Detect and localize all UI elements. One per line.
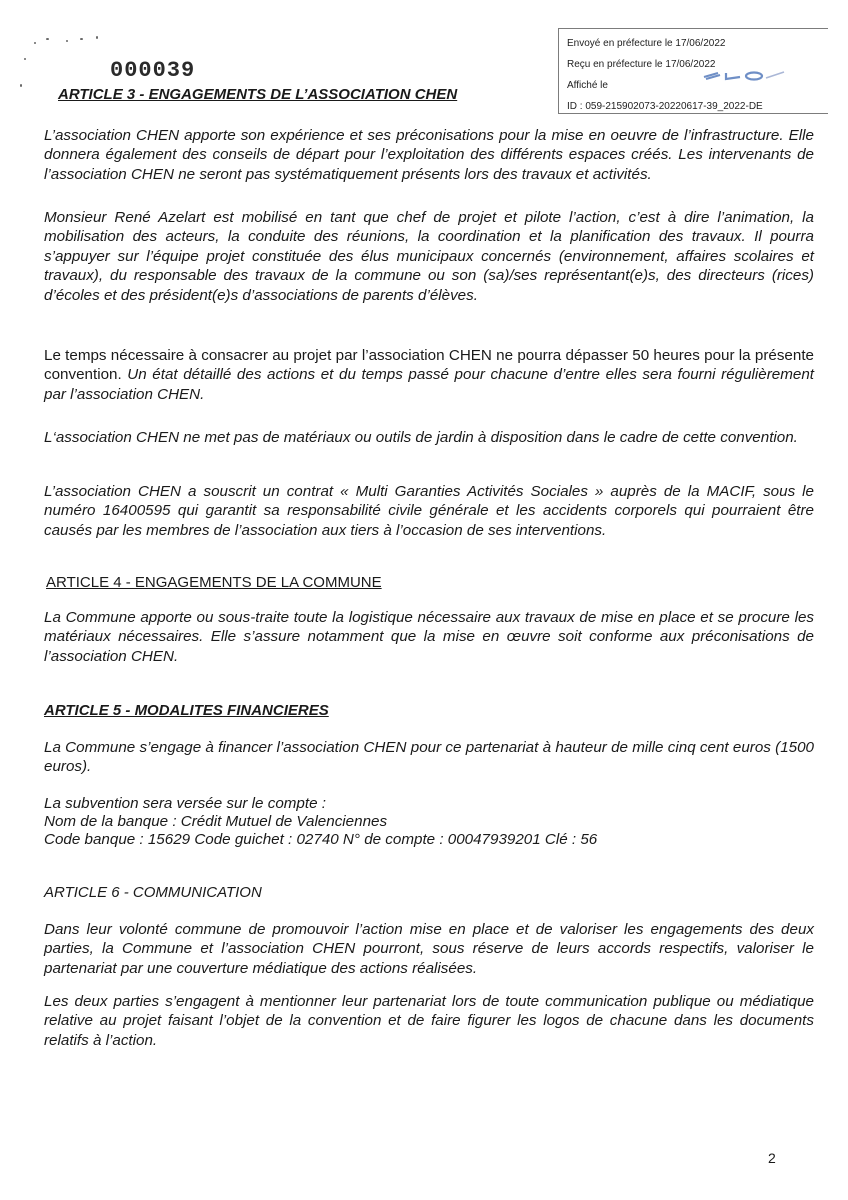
article-5-title: ARTICLE 5 - MODALITES FINANCIERES	[44, 702, 329, 719]
scan-speck	[96, 36, 98, 39]
article-4-paragraph-1: La Commune apporte ou sous-traite toute la logistique nécessaire aux travaux de mise en place et se procure les matériaux nécessaires. Elle s’assure notamment que la mise en œuvre soit conforme aux préconisations de l’association CHEN.	[44, 609, 814, 665]
article-3-paragraph-3	[44, 346, 814, 404]
scan-speck	[46, 38, 49, 40]
article-3-paragraph-5: L’association CHEN a souscrit un contrat « Multi Garanties Activités Sociales » auprès de la MACIF, sous le numéro 16400595 qui garantit sa responsabilité civile générale et les accidents corporels qui pourraient être causés par les membres de l’association aux tiers à l’occasion de ses interventions.	[44, 483, 814, 539]
article-3-paragraph-1: L’association CHEN apporte son expérience et ses préconisations pour la mise en oeuvre de l’infrastructure. Elle donnera également des conseils de départ pour l’exploitation des différents espaces créés. Les intervenants de l’association CHEN ne seront pas systématiquement présents lors des travaux et activités.	[44, 127, 814, 183]
article-6-paragraph-1: Dans leur volonté commune de promouvoir l’action mise en place et de valoriser les engagements des deux parties, la Commune et l’association CHEN pourront, sous réserve de leurs accords respectifs, valoriser le partenariat par une couverture médiatique des actions réalisées.	[44, 921, 814, 977]
article-3-paragraph-3-italic: Un état détaillé des actions et du temps passé pour chacune d’entre elles sera fourni régulièrement par l’association CHEN.	[44, 366, 814, 403]
scan-speck	[24, 58, 26, 60]
article-4-title: ARTICLE 4 - ENGAGEMENTS DE LA COMMUNE	[46, 574, 382, 591]
page-number: 2	[768, 1150, 776, 1166]
article-6-title: ARTICLE 6 - COMMUNICATION	[44, 884, 262, 901]
article-5-paragraph-1: La Commune s’engage à financer l’association CHEN pour ce partenariat à hauteur de mille cinq cent euros (1500 euros).	[44, 739, 814, 776]
article-3-paragraph-4: L‘association CHEN ne met pas de matériaux ou outils de jardin à disposition dans le cadre de cette convention.	[44, 429, 798, 446]
article-5-account-intro: La subvention sera versée sur le compte :	[44, 795, 326, 812]
stamp-sent-date: Envoyé en préfecture le 17/06/2022	[567, 38, 726, 49]
scan-speck	[34, 42, 36, 44]
stamp-received-date: Reçu en préfecture le 17/06/2022	[567, 59, 716, 70]
article-6-paragraph-2: Les deux parties s’engagent à mentionner leur partenariat lors de toute communication publique ou médiatique relative au projet faisant l’objet de la convention et de faire figurer les logos de chacune dans les documents relatifs à l’action.	[44, 993, 814, 1049]
stamp-posted: Affiché le	[567, 80, 608, 91]
stamp-id: ID : 059-215902073-20220617-39_2022-DE	[567, 101, 763, 112]
article-5-bank-name: Nom de la banque : Crédit Mutuel de Valenciennes	[44, 813, 388, 830]
scan-speck	[80, 38, 83, 40]
article-3-paragraph-2: Monsieur René Azelart est mobilisé en tant que chef de projet et pilote l’action, c’est à dire l’animation, la mobilisation des acteurs, la conduite des réunions, la coordination et la planification des travaux. Il pourra s’appuyer sur l’équipe projet constituée des élus municipaux concernés (environnement, affaires scolaires et travaux), du responsable des travaux de la commune ou son (sa)/ses représentant(e)s, des directeurs (rices) d’écoles et des président(e)s d’associations de parents d’élèves.	[44, 209, 814, 304]
article-3-paragraph-3-upright: Le temps nécessaire à consacrer au projet par l’association CHEN ne pourra dépasser 50 heures pour la présente convention.	[44, 347, 814, 384]
document-number: 000039	[110, 58, 196, 83]
scan-speck	[66, 40, 68, 42]
scan-speck	[20, 84, 22, 87]
slo-logo-mark	[700, 68, 790, 82]
article-3-title: ARTICLE 3 - ENGAGEMENTS DE L’ASSOCIATION CHEN	[58, 86, 458, 103]
article-5-bank-codes: Code banque : 15629 Code guichet : 02740 N° de compte : 00047939201 Clé : 56	[44, 831, 598, 848]
